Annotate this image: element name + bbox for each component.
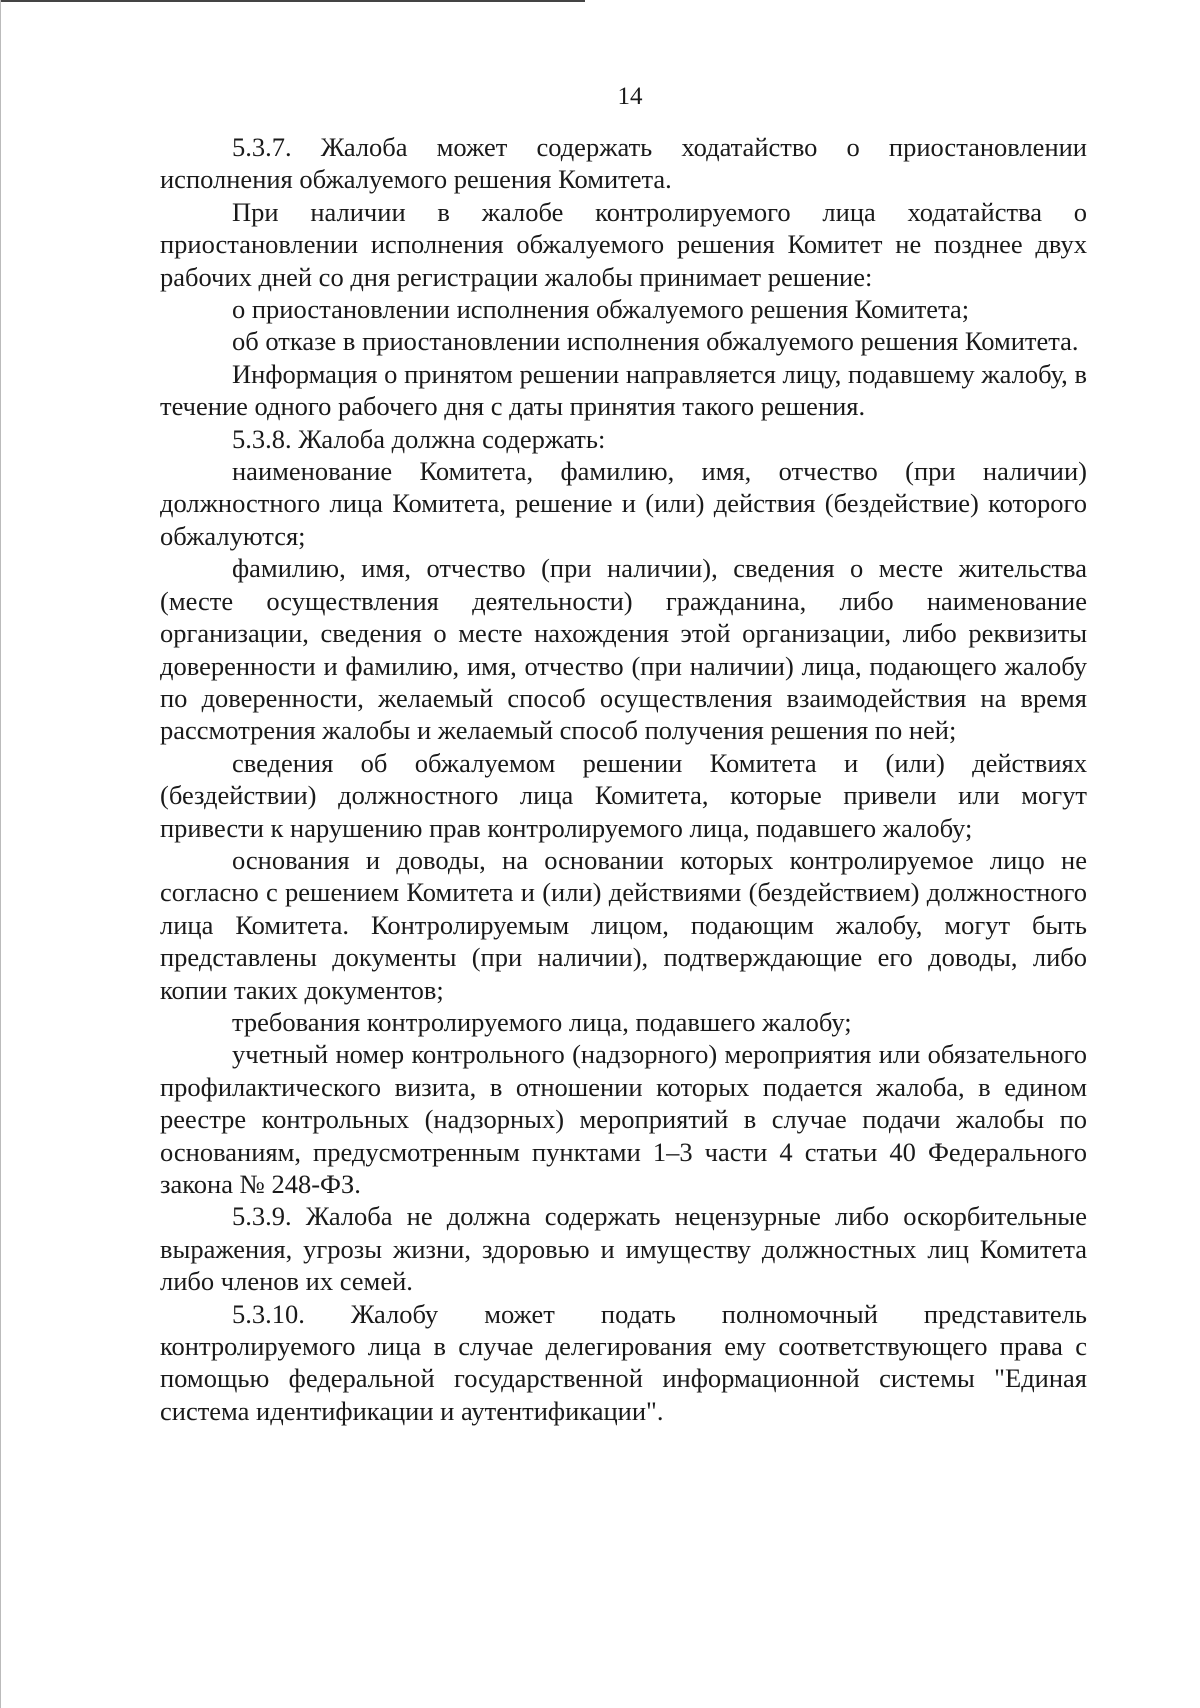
paragraph-option-suspend: о приостановлении исполнения обжалуемого решения Комитета; [232, 294, 970, 325]
paragraph-requirement-official: наименование Комитета, фамилию, имя, отчество (при наличии) должностного лица Комитета, решение и (или) действия (бездействие) которого обжалуются; [160, 456, 1087, 551]
document-body [160, 131, 1087, 1427]
scan-edge-top [0, 0, 585, 2]
paragraph-petition-decision: При наличии в жалобе контролируемого лица ходатайства о приостановлении исполнения обжалуемого решения Комитет не позднее двух рабочих дней со дня регистрации жалобы принимает решение: [160, 196, 1087, 292]
scan-edge-left [0, 0, 1, 1708]
paragraph-5-3-9: 5.3.9. Жалоба не должна содержать нецензурные либо оскорбительные выражения, угрозы жизни, здоровью и имуществу должностных лиц Комитета либо членов их семей. [160, 1201, 1087, 1297]
paragraph-5-3-8: 5.3.8. Жалоба должна содержать: [232, 423, 606, 454]
paragraph-5-3-7: 5.3.7. Жалоба может содержать ходатайство о приостановлении исполнения обжалуемого решения Комитета. [160, 132, 1087, 195]
paragraph-requirement-demands: требования контролируемого лица, подавшего жалобу; [232, 1006, 852, 1037]
paragraph-option-refuse: об отказе в приостановлении исполнения обжалуемого решения Комитета. [232, 326, 1079, 357]
paragraph-requirement-decision-info: сведения об обжалуемом решении Комитета и (или) действиях (бездействии) должностного лица Комитета, которые привели или могут привести к нарушению прав контролируемого лица, подавшего жалобу; [160, 747, 1087, 843]
paragraph-requirement-registry-number: учетный номер контрольного (надзорного) мероприятия или обязательного профилактического визита, в отношении которых подается жалоба, в едином реестре контрольных (надзорных) мероприятий в случае подачи жалобы по основаниям, предусмотренным пунктами 1–3 части 4 статьи 40 Федерального закона № 248-ФЗ. [160, 1039, 1087, 1199]
page-number: 14 [617, 83, 643, 110]
paragraph-5-3-10: 5.3.10. Жалобу может подать полномочный представитель контролируемого лица в случае делегирования ему соответствующего права с помощью федеральной государственной информационной системы "Единая система идентификации и аутентификации". [160, 1298, 1087, 1426]
paragraph-requirement-grounds: основания и доводы, на основании которых контролируемое лицо не согласно с решением Комитета и (или) действиями (бездействием) должностного лица Комитета. Контролируемым лицом, подающим жалобу, могут быть представлены документы (при наличии), подтверждающие его доводы, либо копии таких документов; [160, 844, 1087, 1005]
paragraph-requirement-applicant: фамилию, имя, отчество (при наличии), сведения о месте жительства (месте осуществления деятельности) гражданина, либо наименование организации, сведения о месте нахождения этой организации, либо реквизиты доверенности и фамилию, имя, отчество (при наличии) лица, подающего жалобу по доверенности, желаемый способ осуществления взаимодействия на время рассмотрения жалобы и желаемый способ получения решения по ней; [160, 553, 1087, 746]
paragraph-decision-notice: Информация о принятом решении направляется лицу, подавшему жалобу, в течение одного рабочего дня с даты принятия такого решения. [160, 358, 1087, 422]
